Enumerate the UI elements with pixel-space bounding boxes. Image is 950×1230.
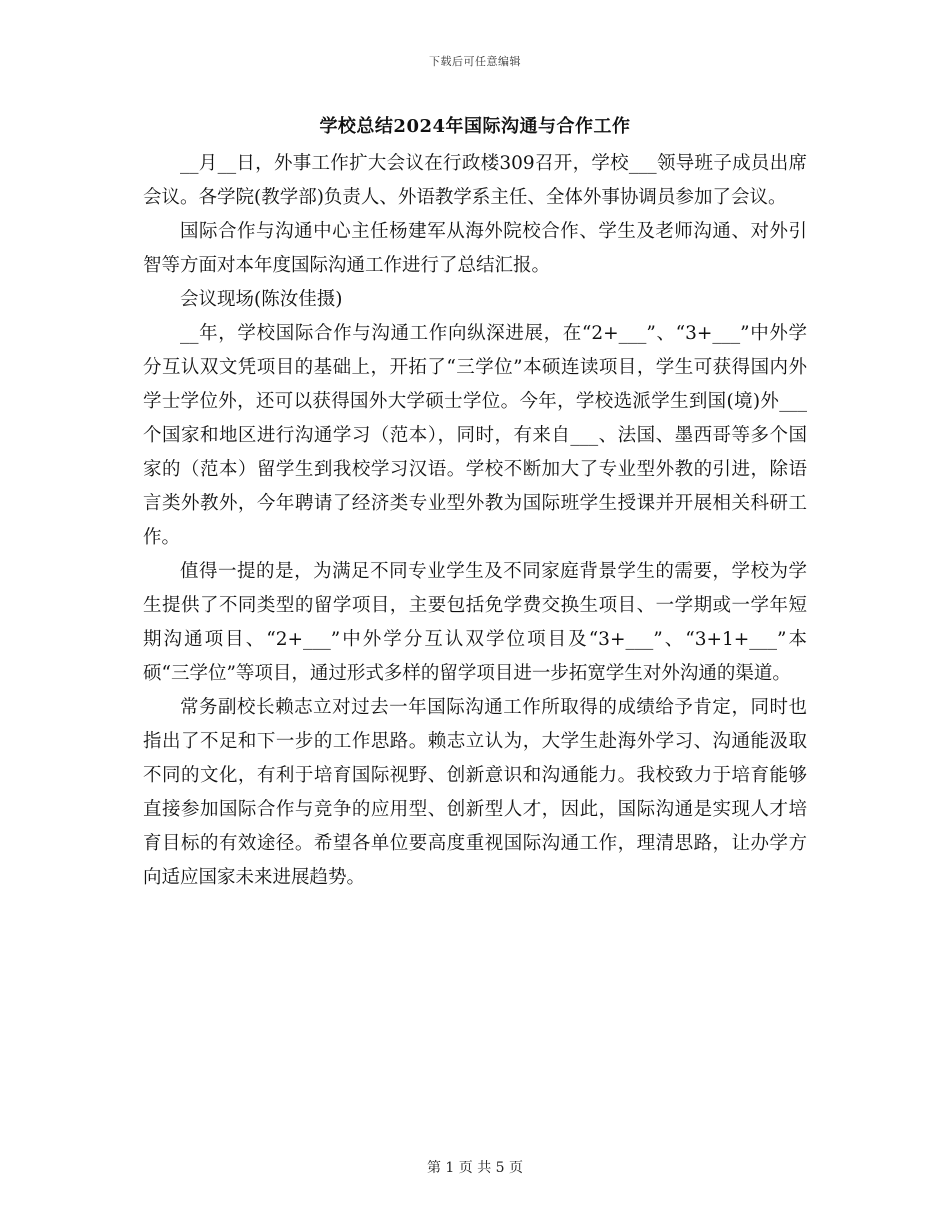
- document-body: [143, 147, 807, 895]
- document-title: 学校总结2024年国际沟通与合作工作: [319, 116, 631, 137]
- paragraph-meeting-intro: __月__日，外事工作扩大会议在行政楼309召开，学校___领导班子成员出席会议。各学院(教学部)负责人、外语教学系主任、全体外事协调员参加了会议。: [143, 153, 807, 208]
- paragraph-photo-caption: 会议现场(陈汝佳摄): [180, 289, 343, 310]
- paragraph-annual-progress: __年，学校国际合作与沟通工作向纵深进展，在“2+___”、“3+___”中外学分互认双文凭项目的基础上，开拓了“三学位”本硕连读项目，学生可获得国内外学士学位外，还可以获得国外大学硕士学位。今年，学校选派学生到国(境)外___个国家和地区进行沟通学习（范本），同时，有来自___、法国、墨西哥等多个国家的（范本）留学生到我校学习汉语。学校不断加大了专业型外教的引进，除语言类外教外，今年聘请了经济类专业型外教为国际班学生授课并开展相关科研工作。: [143, 323, 807, 548]
- paragraph-study-programs: 值得一提的是，为满足不同专业学生及不同家庭背景学生的需要，学校为学生提供了不同类型的留学项目，主要包括免学费交换生项目、一学期或一学年短期沟通项目、“2+___”中外学分互认双学位项目及“3+___”、“3+1+___”本硕“三学位”等项目，通过形式多样的留学项目进一步拓宽学生对外沟通的渠道。: [143, 561, 807, 684]
- paragraph-vice-president-remarks: 常务副校长赖志立对过去一年国际沟通工作所取得的成绩给予肯定，同时也指出了不足和下一步的工作思路。赖志立认为，大学生赴海外学习、沟通能汲取不同的文化，有利于培育国际视野、创新意识和沟通能力。我校致力于培育能够直接参加国际合作与竞争的应用型、创新型人才，因此，国际沟通是实现人才培育目标的有效途径。希望各单位要高度重视国际沟通工作，理清思路，让办学方向适应国家未来进展趋势。: [143, 697, 807, 888]
- page-header-note: 下载后可任意编辑: [429, 55, 521, 68]
- paragraph-center-report: 国际合作与沟通中心主任杨建军从海外院校合作、学生及老师沟通、对外引智等方面对本年度国际沟通工作进行了总结汇报。: [143, 221, 807, 276]
- page-number: 第 1 页 共 5 页: [426, 1160, 524, 1176]
